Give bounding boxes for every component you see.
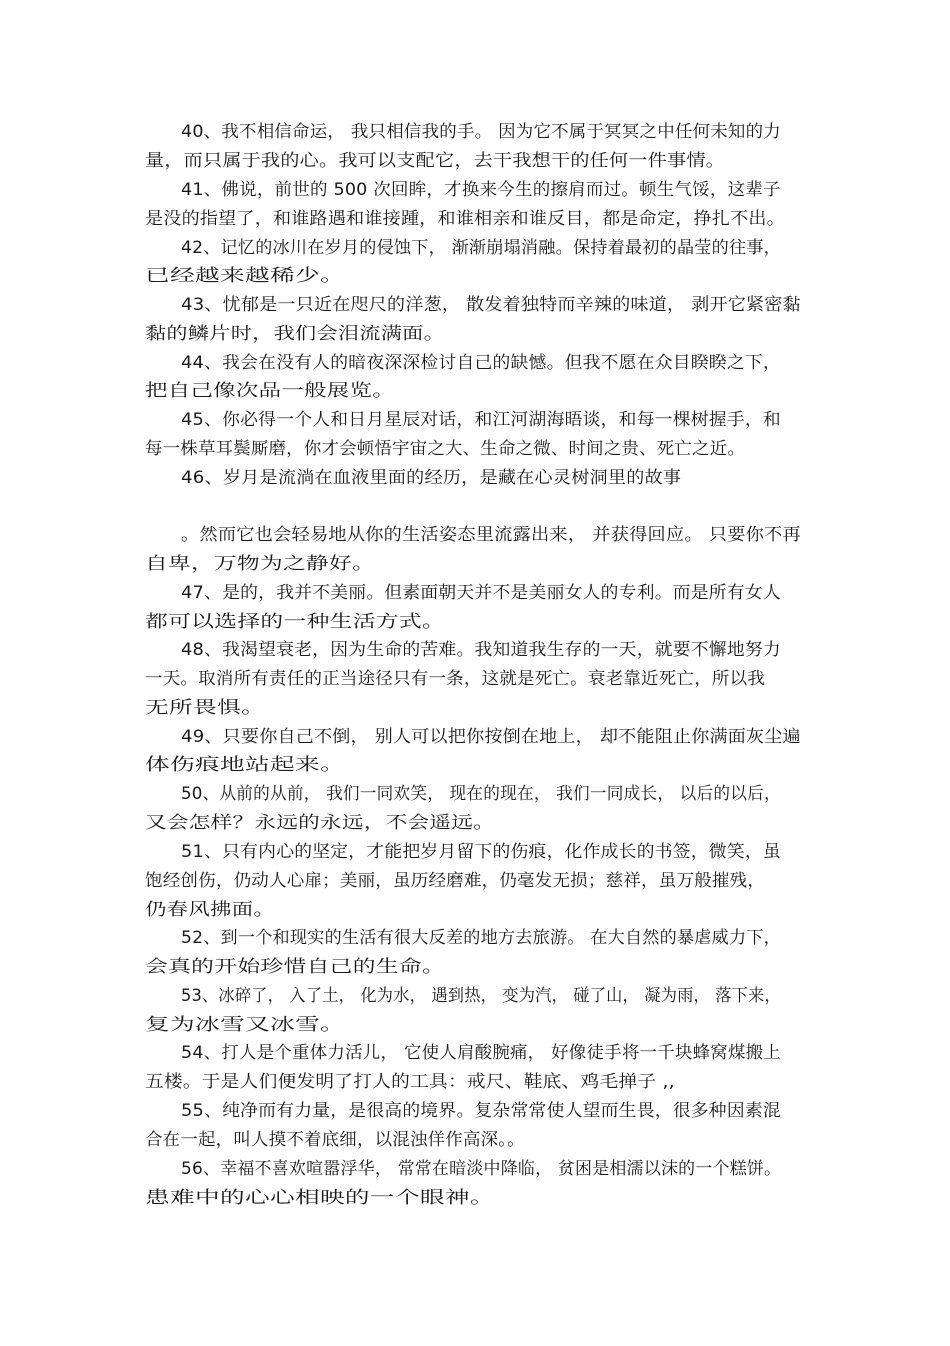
text-line: 一天。取消所有责任的正当途径只有一条，这就是死亡。衰老靠近死亡，所以我 bbox=[145, 669, 766, 689]
text-line: 仍春风拂面。 bbox=[145, 900, 276, 920]
text-line: 复为冰雪又冰雪。 bbox=[145, 1015, 345, 1035]
text-line: 无所畏惧。 bbox=[145, 698, 265, 718]
text-line: 40、我不相信命运， 我只相信我的手。 因为它不属于冥冥之中任何未知的力 bbox=[181, 122, 781, 142]
text-line: 合在一起，叫人摸不着底细，以混浊佯作高深。。 bbox=[145, 1130, 525, 1150]
text-line: 每一株草耳鬓厮磨，你才会顿悟宇宙之大、生命之微、时间之贵、死亡之近。 bbox=[145, 439, 746, 459]
text-line: 量，而只属于我的心。我可以支配它，去干我想干的任何一件事情。 bbox=[145, 151, 725, 171]
text-line: 47、是的，我并不美丽。但素面朝天并不是美丽女人的专利。而是所有女人 bbox=[181, 583, 781, 603]
text-line: 会真的开始珍惜自己的生命。 bbox=[145, 957, 446, 977]
text-line: 黏的鳞片时，我们会泪流满面。 bbox=[145, 324, 446, 344]
text-line: 52、到一个和现实的生活有很大反差的地方去旅游。 在大自然的暴虐威力下， bbox=[181, 928, 781, 948]
text-line: 42、记忆的冰川在岁月的侵蚀下， 渐渐崩塌消融。保持着最初的晶莹的往事， bbox=[181, 238, 781, 258]
text-line: 。然而它也会轻易地从你的生活姿态里流露出来， 并获得回应。 只要你不再 bbox=[181, 525, 801, 545]
text-line: 患难中的心心相映的一个眼神。 bbox=[145, 1188, 495, 1208]
text-line: 48、我渴望衰老，因为生命的苦难。我知道我生存的一天，就要不懈地努力 bbox=[181, 640, 781, 660]
text-line: 是没的指望了，和谁路遇和谁接踵，和谁相亲和谁反目，都是命定，挣扎不出。 bbox=[145, 209, 785, 229]
text-line: 把自己像次品一般展览。 bbox=[145, 381, 395, 401]
text-line: 55、纯净而有力量，是很高的境界。复杂常常使人望而生畏，很多种因素混 bbox=[181, 1101, 781, 1121]
text-line: 46、岁月是流淌在血液里面的经历，是藏在心灵树洞里的故事 bbox=[181, 468, 682, 488]
text-line: 41、佛说，前世的 500 次回眸，才换来今生的擦肩而过。顿生气馁，这辈子 bbox=[181, 180, 781, 200]
text-line: 53、冰碎了， 入了土， 化为水， 遇到热， 变为汽， 碰了山， 凝为雨， 落下来， bbox=[181, 986, 781, 1006]
text-line: 50、从前的从前， 我们一同欢笑， 现在的现在， 我们一同成长， 以后的以后， bbox=[181, 784, 781, 804]
text-line: 五楼。于是人们便发明了打人的工具：戒尺、鞋底、鸡毛掸子 ,, bbox=[145, 1072, 675, 1092]
text-line: 51、只有内心的坚定，才能把岁月留下的伤痕，化作成长的书签，微笑，虽 bbox=[181, 842, 781, 862]
text-line: 43、忧郁是一只近在咫尺的洋葱， 散发着独特而辛辣的味道， 剥开它紧密黏 bbox=[181, 295, 801, 315]
text-line: 49、只要你自己不倒， 别人可以把你按倒在地上， 却不能阻止你满面灰尘遍 bbox=[181, 727, 801, 747]
text-line: 又会怎样？永远的永远，不会遥远。 bbox=[145, 813, 496, 833]
text-line: 44、我会在没有人的暗夜深深检讨自己的缺憾。但我不愿在众目睽睽之下， bbox=[181, 353, 781, 373]
text-line: 已经越来越稀少。 bbox=[145, 266, 345, 286]
text-line: 都可以选择的一种生活方式。 bbox=[145, 612, 446, 632]
text-line: 饱经创伤，仍动人心扉；美丽，虽历经磨难，仍毫发无损；慈祥，虽万般摧残， bbox=[145, 871, 766, 891]
text-line: 体伤痕地站起来。 bbox=[145, 755, 345, 775]
text-line: 54、打人是个重体力活儿， 它使人肩酸腕痛， 好像徒手将一千块蜂窝煤搬上 bbox=[181, 1043, 781, 1063]
text-line: 45、你必得一个人和日月星辰对话，和江河湖海晤谈，和每一棵树握手，和 bbox=[181, 410, 781, 430]
text-line: 56、幸福不喜欢喧嚣浮华， 常常在暗淡中降临， 贫困是相濡以沫的一个糕饼。 bbox=[181, 1159, 782, 1179]
text-line: 自卑，万物为之静好。 bbox=[145, 554, 375, 574]
